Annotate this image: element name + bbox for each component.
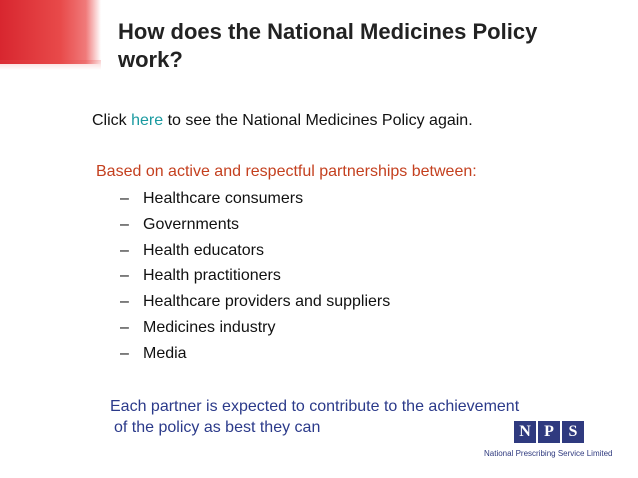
closing-line-2: of the policy as best they can: [114, 419, 321, 436]
dash-bullet-icon: –: [120, 293, 129, 311]
list-item: [120, 291, 390, 317]
partner-label: Health educators: [143, 241, 264, 259]
nps-logo: [514, 421, 586, 443]
here-link[interactable]: here: [131, 112, 164, 129]
list-item: [120, 343, 390, 369]
partner-label: Medicines industry: [143, 318, 276, 336]
corner-accent-shadow: [0, 60, 101, 70]
partnerships-heading: Based on active and respectful partnerships between:: [96, 163, 477, 180]
dash-bullet-icon: –: [120, 267, 129, 285]
logo-letter-n: N: [514, 421, 536, 443]
slide-title: How does the National Medicines Policy work?: [118, 19, 538, 72]
dash-bullet-icon: –: [120, 318, 129, 336]
dash-bullet-icon: –: [120, 344, 129, 362]
partner-label: Governments: [143, 215, 240, 233]
dash-bullet-icon: –: [120, 215, 129, 233]
logo-letter-p: P: [538, 421, 560, 443]
dash-bullet-icon: –: [120, 241, 129, 259]
corner-accent-decoration: [0, 0, 101, 64]
partners-list: [120, 188, 390, 369]
dash-bullet-icon: –: [120, 190, 129, 207]
click-prefix: Click: [92, 112, 132, 129]
list-item: [120, 265, 390, 291]
logo-letter-s: S: [562, 421, 584, 443]
list-item: [120, 317, 390, 343]
click-suffix: to see the National Medicines Policy again.: [163, 112, 473, 129]
click-instruction: [92, 112, 473, 130]
list-item: [120, 214, 390, 240]
partner-label: Healthcare consumers: [143, 190, 304, 207]
nps-organisation-name: National Prescribing Service Limited: [484, 449, 613, 458]
partner-label: Media: [143, 344, 187, 362]
partner-label: Health practitioners: [143, 267, 281, 285]
closing-line-1: Each partner is expected to contribute to the achievement: [110, 398, 520, 415]
list-item: [120, 188, 390, 214]
list-item: [120, 240, 390, 266]
partner-label: Healthcare providers and suppliers: [143, 293, 391, 311]
